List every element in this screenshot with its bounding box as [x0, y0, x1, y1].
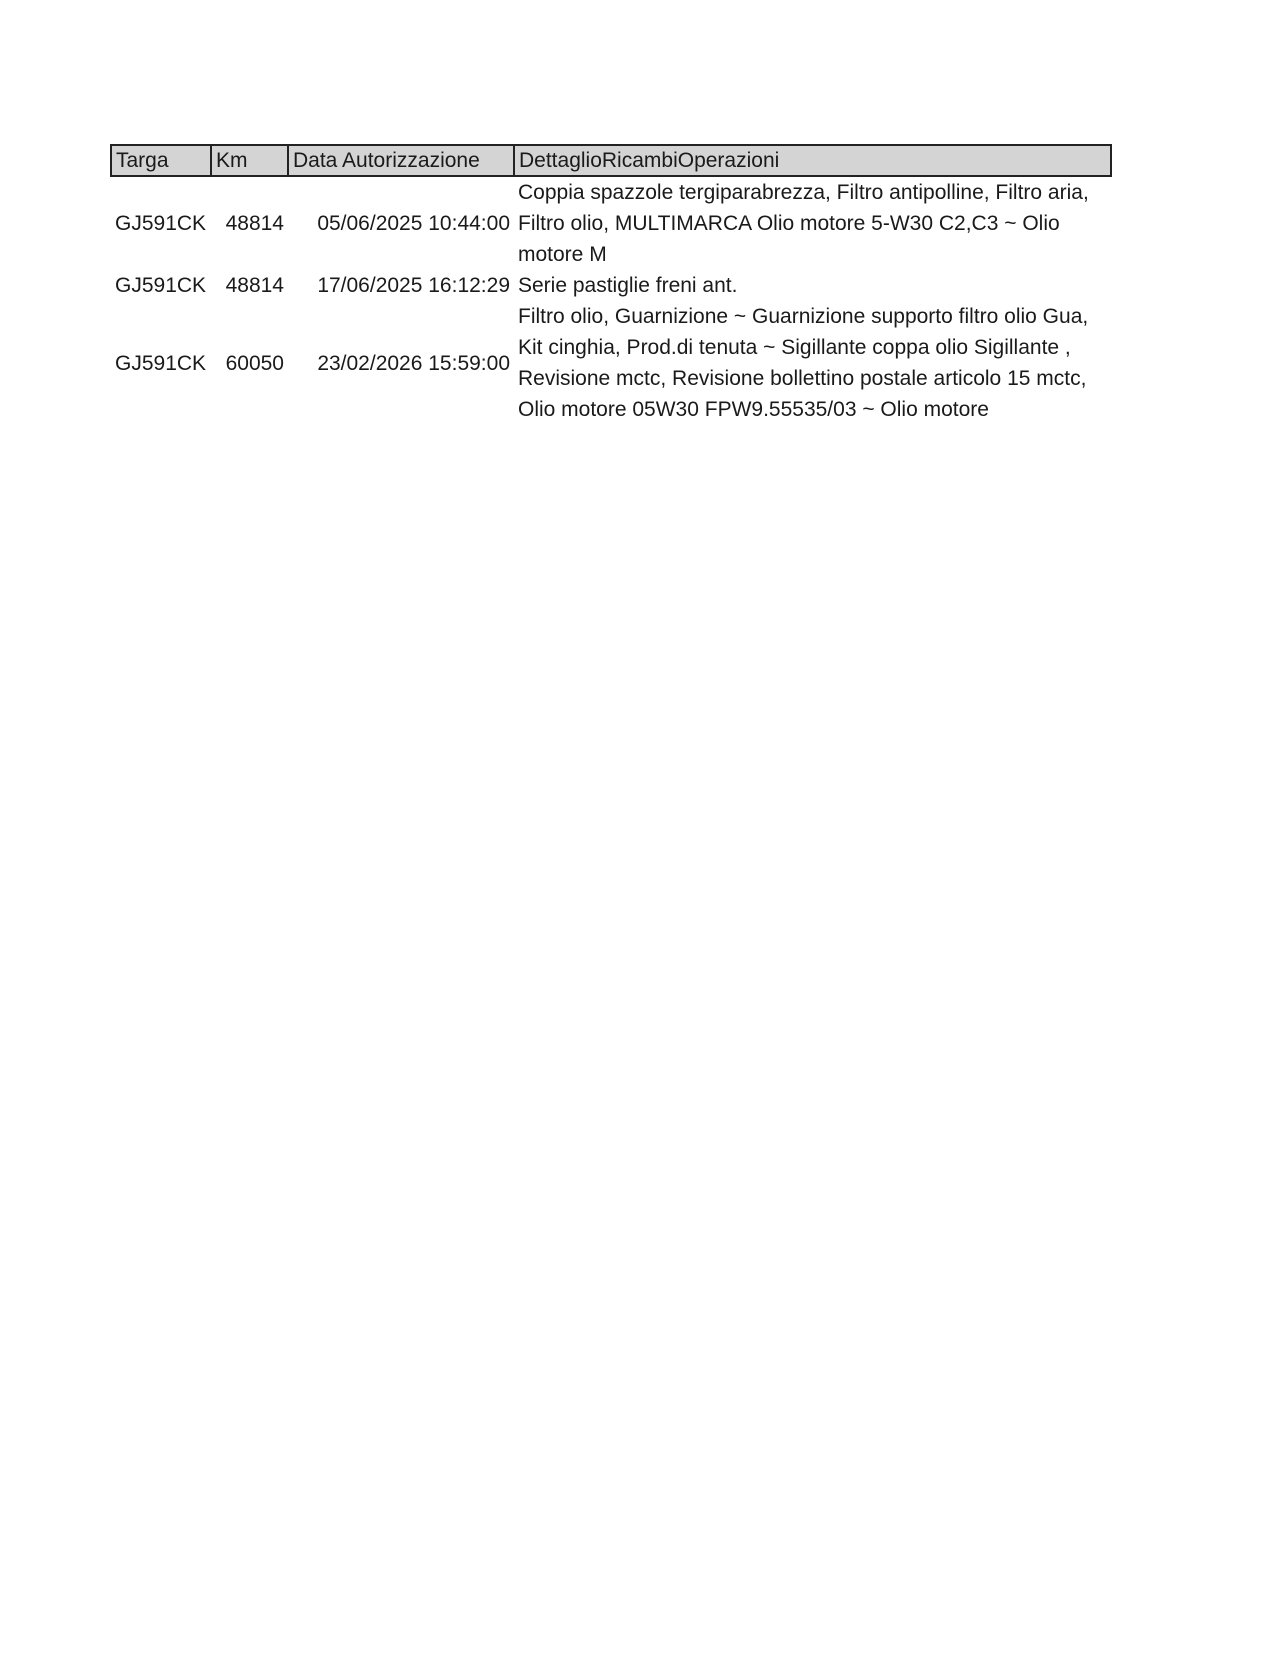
cell-targa: GJ591CK: [115, 351, 207, 375]
table-header: [111, 145, 1111, 176]
table-row: [111, 301, 1111, 425]
column-header-dettaglio: DettaglioRicambiOperazioni: [514, 145, 1111, 176]
cell-dettaglio: Serie pastiglie freni ant.: [518, 274, 738, 297]
cell-data: 23/02/2026 15:59:00: [317, 351, 510, 375]
cell-km: 48814: [225, 212, 284, 235]
cell-data: 05/06/2025 10:44:00: [317, 212, 510, 235]
column-header-data-autorizzazione: Data Autorizzazione: [288, 145, 514, 176]
cell-dettaglio: Filtro olio, Guarnizione ~ Guarnizione supporto filtro olio Gua, Kit cinghia, Prod.di tenuta ~ Sigillante coppa olio Sigillante , Revisione mctc, Revisione bollettino postale articolo 15 mctc, Olio motore 05W30 FPW9.55535/03 ~ Olio motore: [518, 305, 1089, 421]
column-header-targa: Targa: [111, 145, 211, 176]
table-body: [111, 176, 1111, 425]
table-row: [111, 176, 1111, 270]
column-header-km: Km: [211, 145, 288, 176]
service-history-table: [110, 144, 1112, 425]
spreadsheet-printout: [110, 144, 1110, 425]
cell-km: 48814: [225, 274, 284, 297]
cell-km: 60050: [225, 351, 284, 375]
header-row: [111, 145, 1111, 176]
cell-data: 17/06/2025 16:12:29: [317, 274, 510, 297]
cell-targa: GJ591CK: [115, 274, 207, 297]
cell-dettaglio: Coppia spazzole tergiparabrezza, Filtro antipolline, Filtro aria, Filtro olio, MULTIMARCA Olio motore 5-W30 C2,C3 ~ Olio motore M: [518, 181, 1089, 266]
cell-targa: GJ591CK: [115, 212, 207, 235]
table-row: [111, 270, 1111, 301]
